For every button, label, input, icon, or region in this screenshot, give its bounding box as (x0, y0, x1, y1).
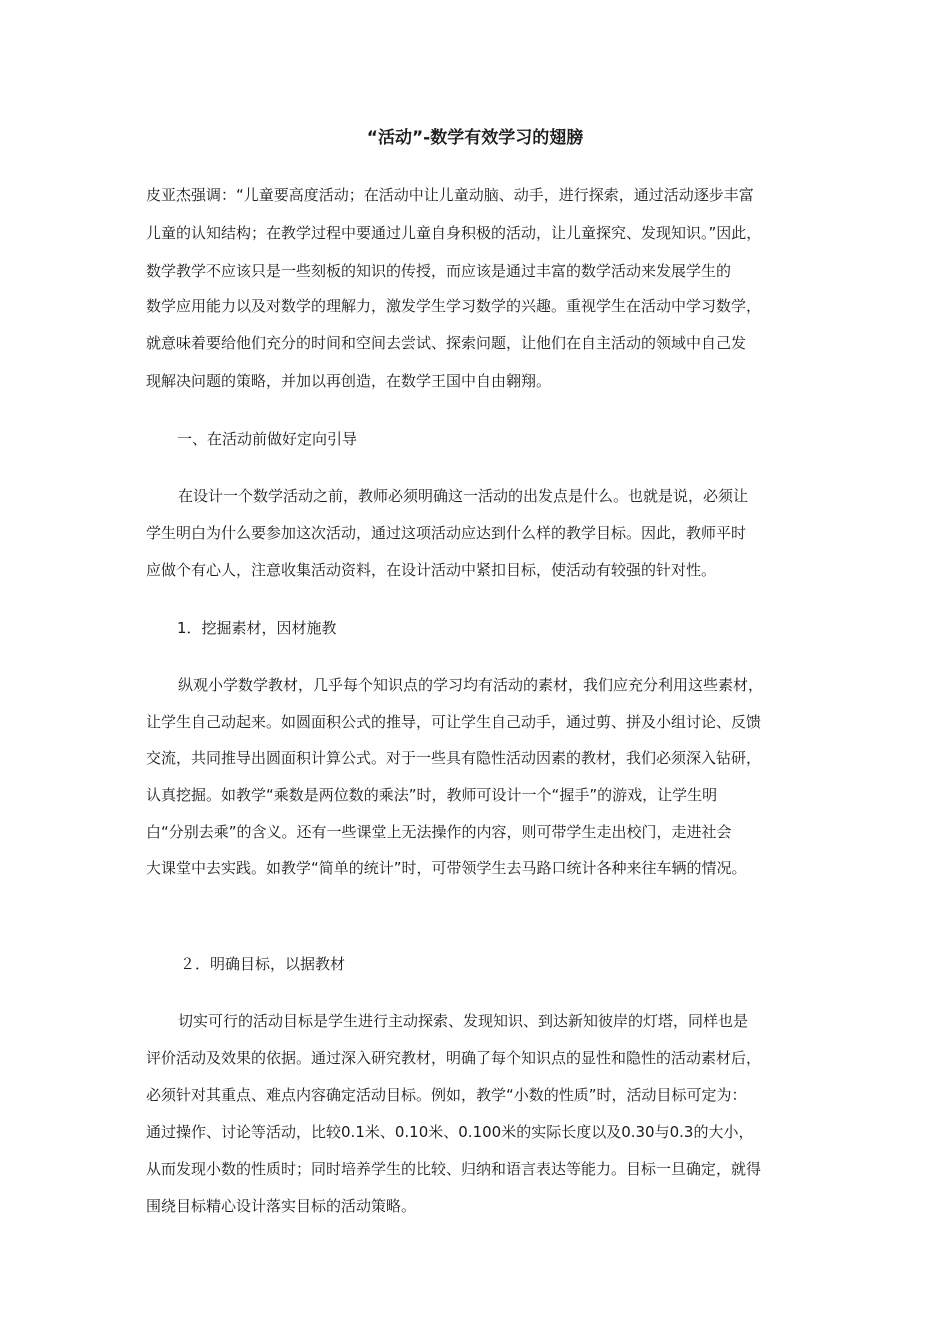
sub2-line: 评价活动及效果的依据。通过深入研究教材，明确了每个知识点的显性和隐性的活动素材后， (146, 1049, 762, 1067)
intro-line: 就意味着要给他们充分的时间和空间去尝试、探索问题，让他们在自主活动的领域中自己发 (146, 334, 747, 352)
intro-line: 数学应用能力以及对数学的理解力，激发学生学习数学的兴趣。重视学生在活动中学习数学， (146, 297, 762, 315)
sub1-line: 白“分别去乘”的含义。还有一些课堂上无法操作的内容，则可带学生走出校门，走进社会 (146, 823, 732, 841)
intro-line: 数学教学不应该只是一些刻板的知识的传授，而应该是通过丰富的数学活动来发展学生的 (146, 262, 732, 280)
sub2-line: 通过操作、讨论等活动，比较0.1米、0.10米、0.100米的实际长度以及0.30与0.3的大小， (146, 1123, 754, 1141)
sub1-line: 认真挖掘。如教学“乘数是两位数的乘法”时，教师可设计一个“握手”的游戏，让学生明 (146, 786, 718, 804)
intro-line: 现解决问题的策略，并加以再创造，在数学王国中自由翱翔。 (146, 372, 552, 390)
section1-line: 在设计一个数学活动之前，教师必须明确这一活动的出发点是什么。也就是说，必须让 (178, 487, 749, 505)
document-title: “活动”-数学有效学习的翅膀 (366, 128, 584, 148)
sub1-line: 交流，共同推导出圆面积计算公式。对于一些具有隐性活动因素的教材，我们必须深入钻研， (146, 749, 762, 767)
section1-line: 学生明白为什么要参加这次活动，通过这项活动应达到什么样的教学目标。因此，教师平时 (146, 524, 747, 542)
intro-line: 儿童的认知结构；在教学过程中要通过儿童自身积极的活动，让儿童探究、发现知识。”因此， (146, 224, 762, 242)
section1-line: 应做个有心人，注意收集活动资料，在设计活动中紧扣目标，使活动有较强的针对性。 (146, 561, 717, 579)
intro-line: 皮亚杰强调：“儿童要高度活动；在活动中让儿童动脑、动手，进行探索，通过活动逐步丰富 (146, 186, 754, 204)
subsection-heading: ２．明确目标，以据教材 (180, 955, 346, 973)
sub1-line: 大课堂中去实践。如教学“简单的统计”时，可带领学生去马路口统计各种来往车辆的情况。 (146, 859, 747, 877)
sub1-line: 让学生自己动起来。如圆面积公式的推导，可让学生自己动手，通过剪、拼及小组讨论、反馈 (146, 713, 762, 731)
sub1-line: 纵观小学数学教材，几乎每个知识点的学习均有活动的素材，我们应充分利用这些素材， (178, 676, 764, 694)
section-heading: 一、在活动前做好定向引导 (177, 430, 358, 448)
sub2-line: 围绕目标精心设计落实目标的活动策略。 (146, 1197, 417, 1215)
sub2-line: 从而发现小数的性质时；同时培养学生的比较、归纳和语言表达等能力。目标一旦确定，就得 (146, 1160, 762, 1178)
sub2-line: 切实可行的活动目标是学生进行主动探索、发现知识、到达新知彼岸的灯塔，同样也是 (178, 1012, 749, 1030)
sub2-line: 必须针对其重点、难点内容确定活动目标。例如，教学“小数的性质”时，活动目标可定为： (146, 1086, 747, 1104)
subsection-heading: 1．挖掘素材，因材施教 (177, 619, 337, 637)
